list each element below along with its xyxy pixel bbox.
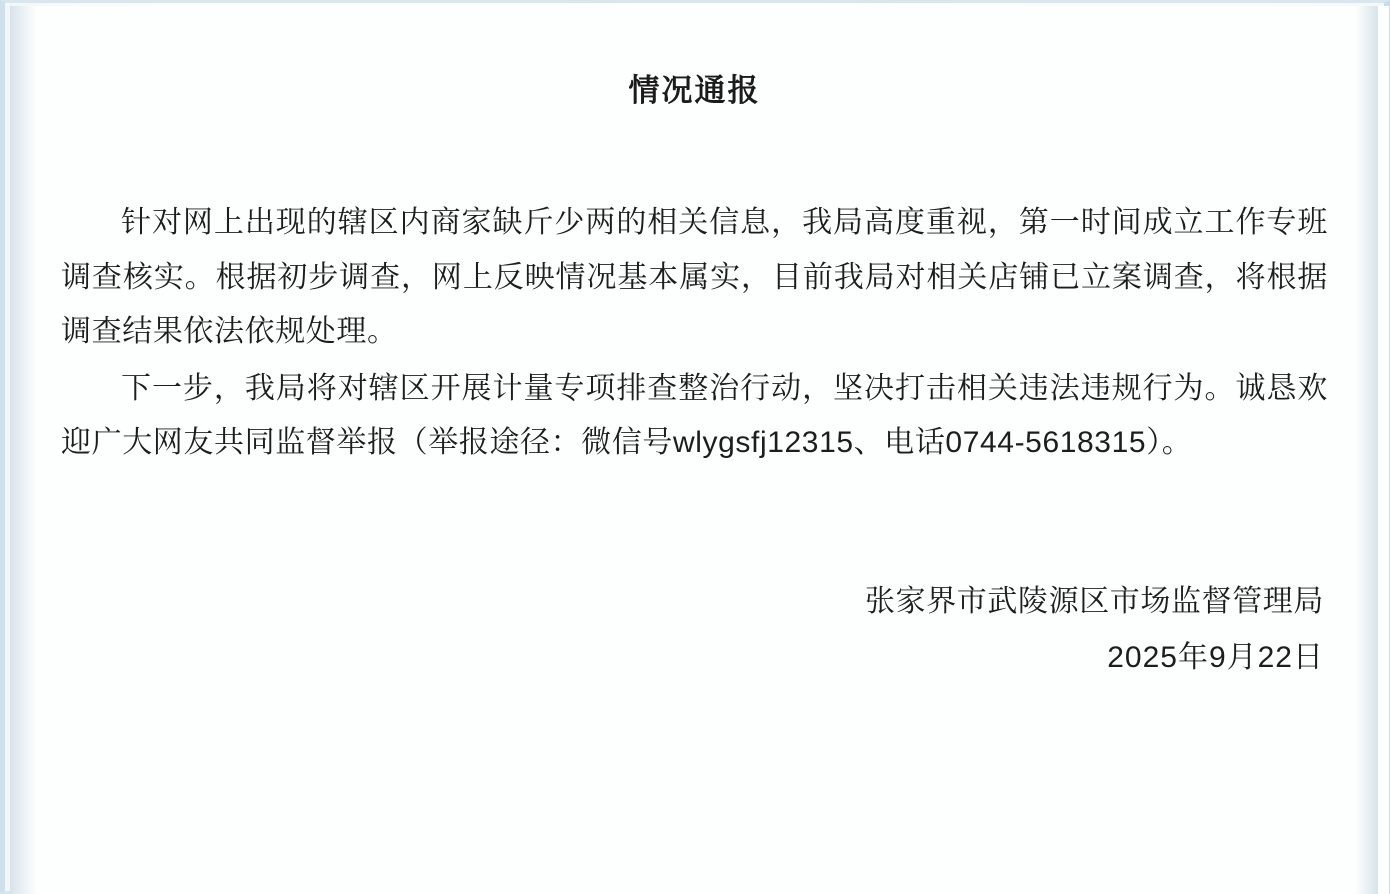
document-title: 情况通报 <box>628 73 761 108</box>
document-content <box>5 3 1384 891</box>
signature-date: 2025年9月22日 <box>1107 640 1324 674</box>
signature-block <box>61 575 1328 686</box>
signature-organization: 张家界市武陵源区市场监督管理局 <box>865 584 1324 618</box>
document-paragraph-1: 针对网上出现的辖区内商家缺斤少两的相关信息，我局高度重视，第一时间成立工作专班调查核实。根据初步调查，网上反映情况基本属实，目前我局对相关店铺已立案调查，将根据调查结果依法依规处理。 <box>61 206 1328 349</box>
document-paragraph-2: 下一步，我局将对辖区开展计量专项排查整治行动，坚决打击相关违法违规行为。诚恳欢迎广大网友共同监督举报（举报途径：微信号wlygsfj12315、电话0744-5618315）。 <box>61 371 1328 460</box>
